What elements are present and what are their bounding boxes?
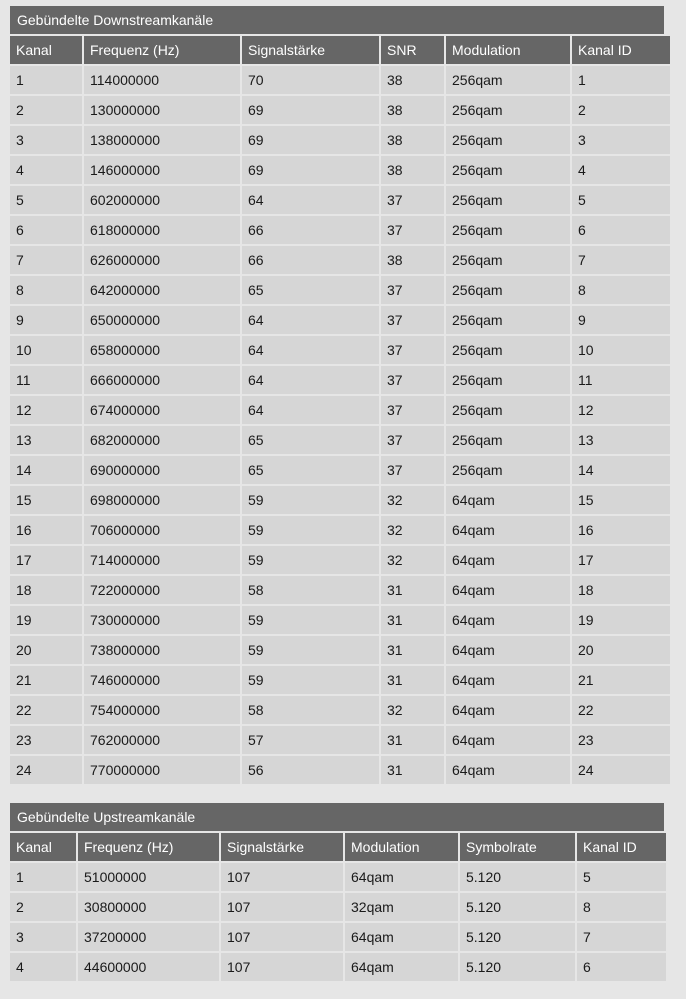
table-cell: 17: [10, 546, 82, 574]
downstream-title: Gebündelte Downstreamkanäle: [10, 6, 664, 34]
table-cell: 23: [572, 726, 670, 754]
table-cell: 1: [10, 66, 82, 94]
downstream-column-header: Signalstärke: [242, 36, 379, 64]
table-cell: 51000000: [78, 863, 219, 891]
table-cell: 37: [381, 396, 444, 424]
table-cell: 31: [381, 576, 444, 604]
table-cell: 14: [572, 456, 670, 484]
table-cell: 3: [572, 126, 670, 154]
downstream-table-body: [10, 66, 670, 784]
table-cell: 6: [577, 953, 666, 981]
table-cell: 22: [572, 696, 670, 724]
upstream-title: Gebündelte Upstreamkanäle: [10, 803, 664, 831]
table-cell: 256qam: [446, 186, 570, 214]
table-cell: 3: [10, 923, 76, 951]
table-cell: 14: [10, 456, 82, 484]
table-cell: 64qam: [446, 756, 570, 784]
table-cell: 24: [10, 756, 82, 784]
table-cell: 658000000: [84, 336, 240, 364]
table-cell: 65: [242, 456, 379, 484]
table-cell: 31: [381, 666, 444, 694]
table-cell: 674000000: [84, 396, 240, 424]
table-cell: 23: [10, 726, 82, 754]
table-row: [10, 696, 670, 724]
table-cell: 6: [10, 216, 82, 244]
table-cell: 5: [572, 186, 670, 214]
table-cell: 15: [572, 486, 670, 514]
table-cell: 58: [242, 696, 379, 724]
upstream-section: [10, 803, 664, 983]
table-cell: 70: [242, 66, 379, 94]
table-cell: 770000000: [84, 756, 240, 784]
table-cell: 37: [381, 276, 444, 304]
table-cell: 69: [242, 96, 379, 124]
table-cell: 64: [242, 306, 379, 334]
table-cell: 256qam: [446, 216, 570, 244]
table-cell: 64: [242, 396, 379, 424]
table-cell: 2: [10, 893, 76, 921]
table-cell: 15: [10, 486, 82, 514]
table-cell: 64qam: [446, 546, 570, 574]
table-cell: 64qam: [446, 636, 570, 664]
table-cell: 7: [10, 246, 82, 274]
table-cell: 19: [10, 606, 82, 634]
downstream-column-header: SNR: [381, 36, 444, 64]
table-cell: 19: [572, 606, 670, 634]
table-cell: 9: [572, 306, 670, 334]
downstream-column-header: Modulation: [446, 36, 570, 64]
table-cell: 24: [572, 756, 670, 784]
table-row: [10, 216, 670, 244]
table-row: [10, 726, 670, 754]
table-cell: 59: [242, 636, 379, 664]
table-cell: 746000000: [84, 666, 240, 694]
table-cell: 64qam: [446, 666, 570, 694]
table-cell: 56: [242, 756, 379, 784]
table-cell: 256qam: [446, 456, 570, 484]
table-cell: 256qam: [446, 66, 570, 94]
table-cell: 37: [381, 336, 444, 364]
table-row: [10, 336, 670, 364]
table-cell: 5: [10, 186, 82, 214]
table-cell: 17: [572, 546, 670, 574]
table-row: [10, 456, 670, 484]
table-cell: 32: [381, 516, 444, 544]
table-cell: 12: [10, 396, 82, 424]
table-cell: 20: [572, 636, 670, 664]
table-cell: 37: [381, 306, 444, 334]
table-row: [10, 156, 670, 184]
table-row: [10, 893, 666, 921]
table-cell: 64qam: [345, 953, 458, 981]
downstream-table-header: [10, 36, 670, 64]
table-cell: 65: [242, 276, 379, 304]
table-cell: 16: [10, 516, 82, 544]
table-cell: 666000000: [84, 366, 240, 394]
table-cell: 642000000: [84, 276, 240, 304]
table-cell: 64qam: [446, 606, 570, 634]
table-cell: 650000000: [84, 306, 240, 334]
table-cell: 32: [381, 486, 444, 514]
table-row: [10, 306, 670, 334]
table-cell: 722000000: [84, 576, 240, 604]
upstream-column-header: Modulation: [345, 833, 458, 861]
table-cell: 256qam: [446, 246, 570, 274]
table-cell: 12: [572, 396, 670, 424]
table-cell: 37: [381, 366, 444, 394]
table-cell: 114000000: [84, 66, 240, 94]
table-cell: 38: [381, 126, 444, 154]
downstream-section: [10, 6, 664, 786]
table-row: [10, 486, 670, 514]
table-row: [10, 953, 666, 981]
table-cell: 20: [10, 636, 82, 664]
table-cell: 107: [221, 923, 343, 951]
table-cell: 6: [572, 216, 670, 244]
table-cell: 38: [381, 156, 444, 184]
table-cell: 754000000: [84, 696, 240, 724]
table-cell: 66: [242, 246, 379, 274]
table-cell: 1: [572, 66, 670, 94]
table-cell: 37200000: [78, 923, 219, 951]
table-cell: 59: [242, 516, 379, 544]
table-cell: 8: [572, 276, 670, 304]
table-cell: 2: [10, 96, 82, 124]
table-cell: 64qam: [446, 576, 570, 604]
table-cell: 18: [572, 576, 670, 604]
table-cell: 21: [572, 666, 670, 694]
table-cell: 5.120: [460, 893, 575, 921]
table-cell: 738000000: [84, 636, 240, 664]
table-cell: 256qam: [446, 336, 570, 364]
table-cell: 11: [10, 366, 82, 394]
table-cell: 22: [10, 696, 82, 724]
table-cell: 130000000: [84, 96, 240, 124]
table-cell: 64: [242, 366, 379, 394]
table-cell: 64qam: [446, 486, 570, 514]
upstream-column-header: Kanal ID: [577, 833, 666, 861]
table-cell: 7: [577, 923, 666, 951]
table-cell: 64: [242, 186, 379, 214]
table-cell: 58: [242, 576, 379, 604]
table-cell: 256qam: [446, 96, 570, 124]
upstream-column-header: Frequenz (Hz): [78, 833, 219, 861]
table-cell: 32: [381, 696, 444, 724]
table-cell: 64: [242, 336, 379, 364]
table-cell: 626000000: [84, 246, 240, 274]
table-cell: 59: [242, 486, 379, 514]
table-cell: 4: [10, 156, 82, 184]
table-cell: 31: [381, 726, 444, 754]
table-cell: 21: [10, 666, 82, 694]
table-cell: 730000000: [84, 606, 240, 634]
downstream-table: [8, 34, 672, 786]
table-row: [10, 606, 670, 634]
upstream-table-header: [10, 833, 666, 861]
table-row: [10, 96, 670, 124]
table-cell: 69: [242, 156, 379, 184]
table-cell: 18: [10, 576, 82, 604]
table-cell: 706000000: [84, 516, 240, 544]
table-cell: 16: [572, 516, 670, 544]
table-row: [10, 863, 666, 891]
upstream-table-body: [10, 863, 666, 981]
table-cell: 107: [221, 863, 343, 891]
table-cell: 618000000: [84, 216, 240, 244]
table-cell: 38: [381, 96, 444, 124]
table-cell: 65: [242, 426, 379, 454]
table-row: [10, 126, 670, 154]
table-cell: 31: [381, 606, 444, 634]
table-cell: 5.120: [460, 923, 575, 951]
table-row: [10, 246, 670, 274]
table-cell: 107: [221, 953, 343, 981]
downstream-column-header: Kanal: [10, 36, 82, 64]
table-cell: 107: [221, 893, 343, 921]
table-row: [10, 756, 670, 784]
table-cell: 57: [242, 726, 379, 754]
table-cell: 64qam: [446, 516, 570, 544]
table-cell: 64qam: [446, 696, 570, 724]
table-cell: 5: [577, 863, 666, 891]
table-cell: 698000000: [84, 486, 240, 514]
table-cell: 138000000: [84, 126, 240, 154]
table-cell: 64qam: [446, 726, 570, 754]
table-row: [10, 396, 670, 424]
table-row: [10, 636, 670, 664]
table-cell: 69: [242, 126, 379, 154]
table-cell: 32: [381, 546, 444, 574]
table-cell: 8: [10, 276, 82, 304]
table-row: [10, 546, 670, 574]
table-cell: 256qam: [446, 396, 570, 424]
table-cell: 256qam: [446, 366, 570, 394]
table-cell: 256qam: [446, 306, 570, 334]
upstream-column-header: Symbolrate: [460, 833, 575, 861]
table-cell: 5.120: [460, 953, 575, 981]
upstream-column-header: Kanal: [10, 833, 76, 861]
table-row: [10, 666, 670, 694]
table-cell: 602000000: [84, 186, 240, 214]
table-cell: 4: [10, 953, 76, 981]
table-cell: 64qam: [345, 923, 458, 951]
table-cell: 31: [381, 756, 444, 784]
table-cell: 38: [381, 246, 444, 274]
table-row: [10, 276, 670, 304]
table-row: [10, 516, 670, 544]
table-cell: 682000000: [84, 426, 240, 454]
downstream-column-header: Kanal ID: [572, 36, 670, 64]
table-cell: 10: [10, 336, 82, 364]
table-cell: 30800000: [78, 893, 219, 921]
table-cell: 7: [572, 246, 670, 274]
table-cell: 256qam: [446, 156, 570, 184]
table-cell: 146000000: [84, 156, 240, 184]
table-row: [10, 426, 670, 454]
table-cell: 256qam: [446, 126, 570, 154]
table-cell: 66: [242, 216, 379, 244]
table-row: [10, 366, 670, 394]
table-cell: 64qam: [345, 863, 458, 891]
table-cell: 59: [242, 606, 379, 634]
upstream-column-header: Signalstärke: [221, 833, 343, 861]
table-cell: 3: [10, 126, 82, 154]
table-cell: 256qam: [446, 276, 570, 304]
table-cell: 38: [381, 66, 444, 94]
table-cell: 8: [577, 893, 666, 921]
table-cell: 11: [572, 366, 670, 394]
table-cell: 44600000: [78, 953, 219, 981]
table-cell: 1: [10, 863, 76, 891]
table-row: [10, 576, 670, 604]
upstream-table: [8, 831, 668, 983]
table-cell: 2: [572, 96, 670, 124]
table-cell: 37: [381, 216, 444, 244]
table-row: [10, 186, 670, 214]
table-cell: 4: [572, 156, 670, 184]
table-cell: 13: [10, 426, 82, 454]
table-cell: 10: [572, 336, 670, 364]
table-cell: 13: [572, 426, 670, 454]
table-cell: 37: [381, 456, 444, 484]
table-row: [10, 923, 666, 951]
table-cell: 9: [10, 306, 82, 334]
table-cell: 5.120: [460, 863, 575, 891]
table-cell: 59: [242, 666, 379, 694]
table-row: [10, 66, 670, 94]
table-cell: 59: [242, 546, 379, 574]
downstream-column-header: Frequenz (Hz): [84, 36, 240, 64]
table-cell: 37: [381, 186, 444, 214]
table-cell: 31: [381, 636, 444, 664]
table-cell: 690000000: [84, 456, 240, 484]
table-cell: 32qam: [345, 893, 458, 921]
table-cell: 714000000: [84, 546, 240, 574]
table-cell: 762000000: [84, 726, 240, 754]
table-cell: 37: [381, 426, 444, 454]
table-cell: 256qam: [446, 426, 570, 454]
